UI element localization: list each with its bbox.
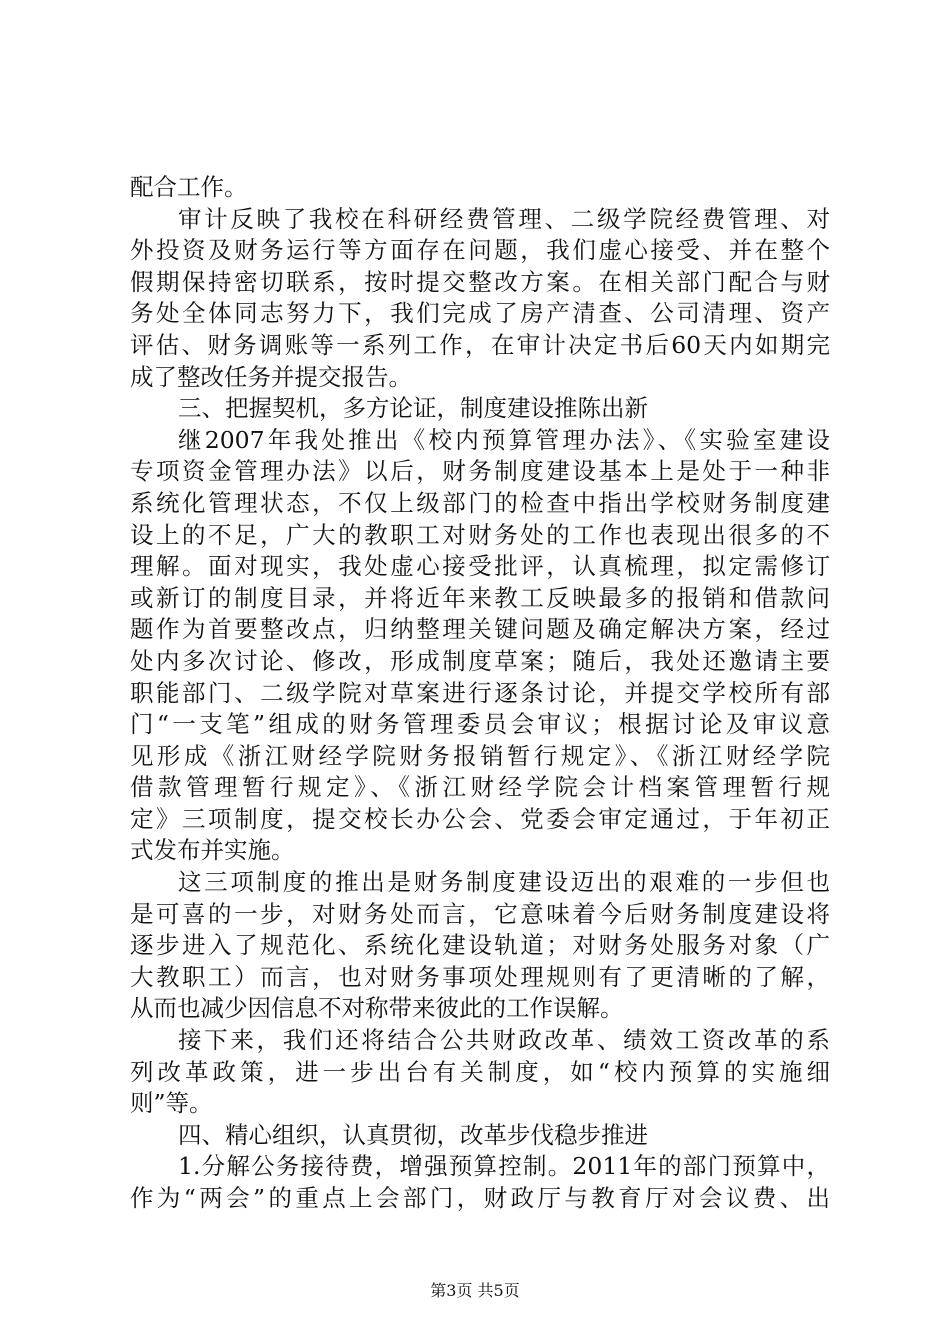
text-line: 或新订的制度目录，并将近年来教工反映最多的报销和借款问 <box>130 583 830 612</box>
text-line: 系统化管理状态，不仅上级部门的检查中指出学校财务制度建 <box>130 488 830 517</box>
paragraph <box>130 172 830 204</box>
text-line: 大教职工）而言，也对财务事项处理规则有了更清晰的了解， <box>130 962 830 991</box>
text-line: 专项资金管理办法》以后，财务制度建设基本上是处于一种非 <box>130 457 830 486</box>
document-body <box>130 172 830 1215</box>
text-line: 处内多次讨论、修改，形成制度草案；随后，我处还邀请主要 <box>130 646 830 675</box>
text-line: 务处全体同志努力下，我们完成了房产清查、公司清理、资产 <box>130 299 830 328</box>
text-line: 这三项制度的推出是财务制度建设迈出的艰难的一步但也 <box>178 868 830 897</box>
page-number: 第3页 共5页 <box>430 1281 520 1300</box>
text-line: 四、精心组织，认真贯彻，改革步伐稳步推进 <box>178 1120 648 1149</box>
text-line: 外投资及财务运行等方面存在问题，我们虚心接受、并在整个 <box>130 236 830 265</box>
text-line: 继2007年我处推出《校内预算管理办法》、《实验室建设 <box>178 425 830 454</box>
page-footer <box>0 1281 950 1301</box>
paragraph <box>130 204 830 394</box>
text-line: 三、把握契机，多方论证，制度建设推陈出新 <box>178 394 648 423</box>
text-line: 题作为首要整改点，归纳整理关键问题及确定解决方案，经过 <box>130 615 830 644</box>
paragraph <box>130 1151 830 1214</box>
text-line: 列改革政策，进一步出台有关制度，如“校内预算的实施细 <box>130 1057 830 1086</box>
text-line: 审计反映了我校在科研经费管理、二级学院经费管理、对 <box>178 204 830 233</box>
paragraph <box>130 425 830 867</box>
text-line: 借款管理暂行规定》、《浙江财经学院会计档案管理暂行规 <box>130 773 830 802</box>
paragraph <box>130 1120 830 1152</box>
text-line: 从而也减少因信息不对称带来彼此的工作误解。 <box>130 994 624 1023</box>
text-line: 定》三项制度，提交校长办公会、党委会审定通过，于年初正 <box>130 804 830 833</box>
paragraph <box>130 1025 830 1120</box>
text-line: 职能部门、二级学院对草案进行逐条讨论，并提交学校所有部 <box>130 678 830 707</box>
text-line: 接下来，我们还将结合公共财政改革、绩效工资改革的系 <box>178 1026 830 1055</box>
text-line: 假期保持密切联系，按时提交整改方案。在相关部门配合与财 <box>130 267 830 296</box>
text-line: 配合工作。 <box>130 173 248 201</box>
text-line: 式发布并实施。 <box>130 836 295 865</box>
text-line: 1.分解公务接待费，增强预算控制。2011年的部门预算中， <box>178 1152 830 1181</box>
text-line: 评估、财务调账等一系列工作，在审计决定书后60天内如期完 <box>130 330 830 359</box>
paragraph <box>130 867 830 1025</box>
text-line: 成了整改任务并提交报告。 <box>130 362 412 391</box>
text-line: 门“一支笔”组成的财务管理委员会审议；根据讨论及审议意 <box>130 710 830 739</box>
text-line: 是可喜的一步，对财务处而言，它意味着今后财务制度建设将 <box>130 899 830 928</box>
text-line: 逐步进入了规范化、系统化建设轨道；对财务处服务对象（广 <box>130 931 830 960</box>
text-line: 理解。面对现实，我处虚心接受批评，认真梳理，拟定需修订 <box>130 552 830 581</box>
paragraph <box>130 393 830 425</box>
text-line: 则”等。 <box>130 1089 213 1118</box>
text-line: 见形成《浙江财经学院财务报销暂行规定》、《浙江财经学院 <box>130 741 830 770</box>
text-line: 作为“两会”的重点上会部门，财政厅与教育厅对会议费、出 <box>130 1184 830 1212</box>
text-line: 设上的不足，广大的教职工对财务处的工作也表现出很多的不 <box>130 520 830 549</box>
